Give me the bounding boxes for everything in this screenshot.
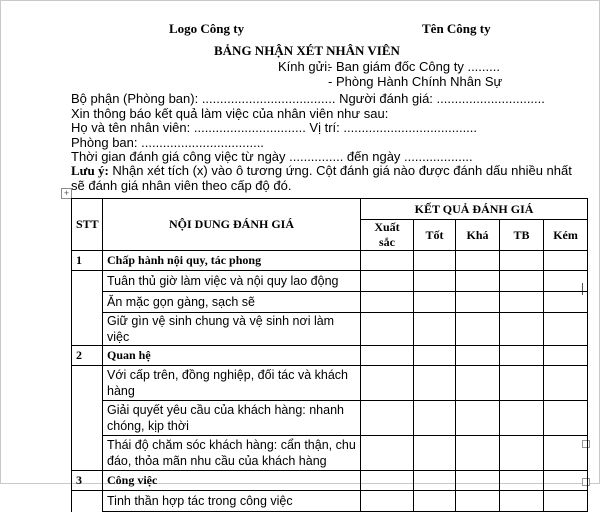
rating-cell[interactable]: [500, 271, 544, 292]
rating-cell[interactable]: [361, 491, 414, 512]
rating-cell[interactable]: [500, 366, 544, 401]
criterion-text: Tinh thần hợp tác trong công việc: [103, 491, 361, 512]
rating-cell[interactable]: [361, 346, 414, 366]
rating-cell[interactable]: [500, 346, 544, 366]
company-name-label: Tên Công ty: [422, 21, 491, 36]
rating-cell[interactable]: [456, 313, 500, 346]
rating-cell[interactable]: [544, 436, 588, 471]
rating-cell[interactable]: [544, 491, 588, 512]
section-title: Công việc: [103, 471, 361, 491]
section-number: 3: [72, 471, 103, 491]
criterion-row: [72, 271, 588, 292]
stt-cell: [72, 491, 103, 512]
note-label: Lưu ý:: [71, 163, 109, 178]
rating-cell[interactable]: [361, 271, 414, 292]
note-line-2: sẽ đánh giá nhân viên theo cấp độ đó.: [71, 178, 292, 193]
rating-cell[interactable]: [414, 366, 456, 401]
rating-cell[interactable]: [414, 491, 456, 512]
section-row: [72, 251, 588, 271]
note-text-1: Nhận xét tích (x) vào ô tương ứng. Cột đánh giá nào được đánh dấu nhiều nhất: [108, 163, 572, 178]
rating-cell[interactable]: [544, 251, 588, 271]
section-title: Quan hệ: [103, 346, 361, 366]
document-title: BẢNG NHẬN XÉT NHÂN VIÊN: [214, 43, 400, 58]
rating-cell[interactable]: [544, 346, 588, 366]
recipient-label: Kính gửi:: [278, 59, 331, 74]
result-header: KẾT QUẢ ĐÁNH GIÁ: [361, 199, 588, 220]
rating-cell[interactable]: [456, 292, 500, 313]
rating-good: Tốt: [414, 220, 456, 251]
criterion-text: Giải quyết yêu cầu của khách hàng: nhanh chóng, kịp thời: [103, 401, 361, 436]
rating-cell[interactable]: [500, 471, 544, 491]
rating-cell[interactable]: [544, 471, 588, 491]
stt-cell: [72, 271, 103, 292]
rating-average: TB: [500, 220, 544, 251]
section-row: [72, 346, 588, 366]
rating-cell[interactable]: [544, 313, 588, 346]
department-line: Phòng ban: ..................................: [71, 135, 264, 150]
rating-cell[interactable]: [456, 471, 500, 491]
rating-poor: Kém: [544, 220, 588, 251]
rating-cell[interactable]: [456, 346, 500, 366]
evaluation-table: [71, 198, 588, 512]
rating-cell[interactable]: [456, 366, 500, 401]
rating-cell[interactable]: [361, 251, 414, 271]
criterion-row: [72, 401, 588, 436]
stt-cell: [72, 436, 103, 471]
recipient-board: - Ban giám đốc Công ty .........: [328, 59, 500, 74]
content-header: NỘI DUNG ĐÁNH GIÁ: [103, 199, 361, 251]
table-move-handle[interactable]: +: [61, 188, 72, 199]
rating-cell[interactable]: [361, 292, 414, 313]
criterion-row: [72, 366, 588, 401]
rating-fair: Khá: [456, 220, 500, 251]
rating-cell[interactable]: [456, 401, 500, 436]
evaluation-period-line: Thời gian đánh giá công việc từ ngày ............... đến ngày ...................: [71, 149, 473, 164]
employee-position-line: Họ và tên nhân viên: ............................... Vị trí: .....................................: [71, 120, 478, 135]
rating-cell[interactable]: [414, 346, 456, 366]
criterion-row: [72, 491, 588, 512]
rating-cell[interactable]: [500, 313, 544, 346]
rating-cell[interactable]: [544, 292, 588, 313]
rating-cell[interactable]: [361, 313, 414, 346]
stt-cell: [72, 366, 103, 401]
criterion-row: [72, 292, 588, 313]
section-title: Chấp hành nội quy, tác phong: [103, 251, 361, 271]
rating-cell[interactable]: [414, 471, 456, 491]
rating-cell[interactable]: [500, 491, 544, 512]
criterion-text: Tuân thủ giờ làm việc và nội quy lao động: [103, 271, 361, 292]
criterion-text: Thái độ chăm sóc khách hàng: cẩn thận, chu đáo, thỏa mãn nhu cầu của khách hàng: [103, 436, 361, 471]
section-number: 1: [72, 251, 103, 271]
note-line-1: [71, 163, 572, 179]
rating-cell[interactable]: [456, 436, 500, 471]
rating-cell[interactable]: [361, 366, 414, 401]
criterion-text: Với cấp trên, đồng nghiệp, đối tác và khách hàng: [103, 366, 361, 401]
rating-cell[interactable]: [361, 471, 414, 491]
rating-cell[interactable]: [500, 436, 544, 471]
intro-line: Xin thông báo kết quả làm việc của nhân viên như sau:: [71, 106, 389, 121]
stt-header: STT: [72, 199, 103, 251]
recipient-hr: - Phòng Hành Chính Nhân Sự: [328, 74, 503, 89]
rating-cell[interactable]: [414, 292, 456, 313]
rating-cell[interactable]: [361, 401, 414, 436]
criterion-text: Giữ gìn vệ sinh chung và vệ sinh nơi làm việc: [103, 313, 361, 346]
stt-cell: [72, 313, 103, 346]
rating-cell[interactable]: [544, 366, 588, 401]
stt-cell: [72, 292, 103, 313]
rating-cell[interactable]: [414, 313, 456, 346]
criterion-text: Ăn mặc gọn gàng, sạch sẽ: [103, 292, 361, 313]
rating-cell[interactable]: [414, 436, 456, 471]
rating-cell[interactable]: [500, 251, 544, 271]
criterion-row: [72, 436, 588, 471]
stt-cell: [72, 401, 103, 436]
section-number: 2: [72, 346, 103, 366]
rating-cell[interactable]: [456, 251, 500, 271]
criterion-row: [72, 313, 588, 346]
rating-cell[interactable]: [544, 271, 588, 292]
rating-cell[interactable]: [544, 401, 588, 436]
rating-cell[interactable]: [414, 271, 456, 292]
rating-excellent: Xuất sắc: [361, 220, 414, 251]
rating-cell[interactable]: [500, 292, 544, 313]
section-row: [72, 471, 588, 491]
rating-cell[interactable]: [500, 401, 544, 436]
rating-cell[interactable]: [414, 251, 456, 271]
rating-cell[interactable]: [361, 436, 414, 471]
rating-cell[interactable]: [456, 271, 500, 292]
department-evaluator-line: Bộ phận (Phòng ban): ..................................... Người đánh giá: ..............................: [71, 91, 545, 106]
company-logo-label: Logo Công ty: [169, 21, 245, 36]
rating-cell[interactable]: [456, 491, 500, 512]
rating-cell[interactable]: [414, 401, 456, 436]
